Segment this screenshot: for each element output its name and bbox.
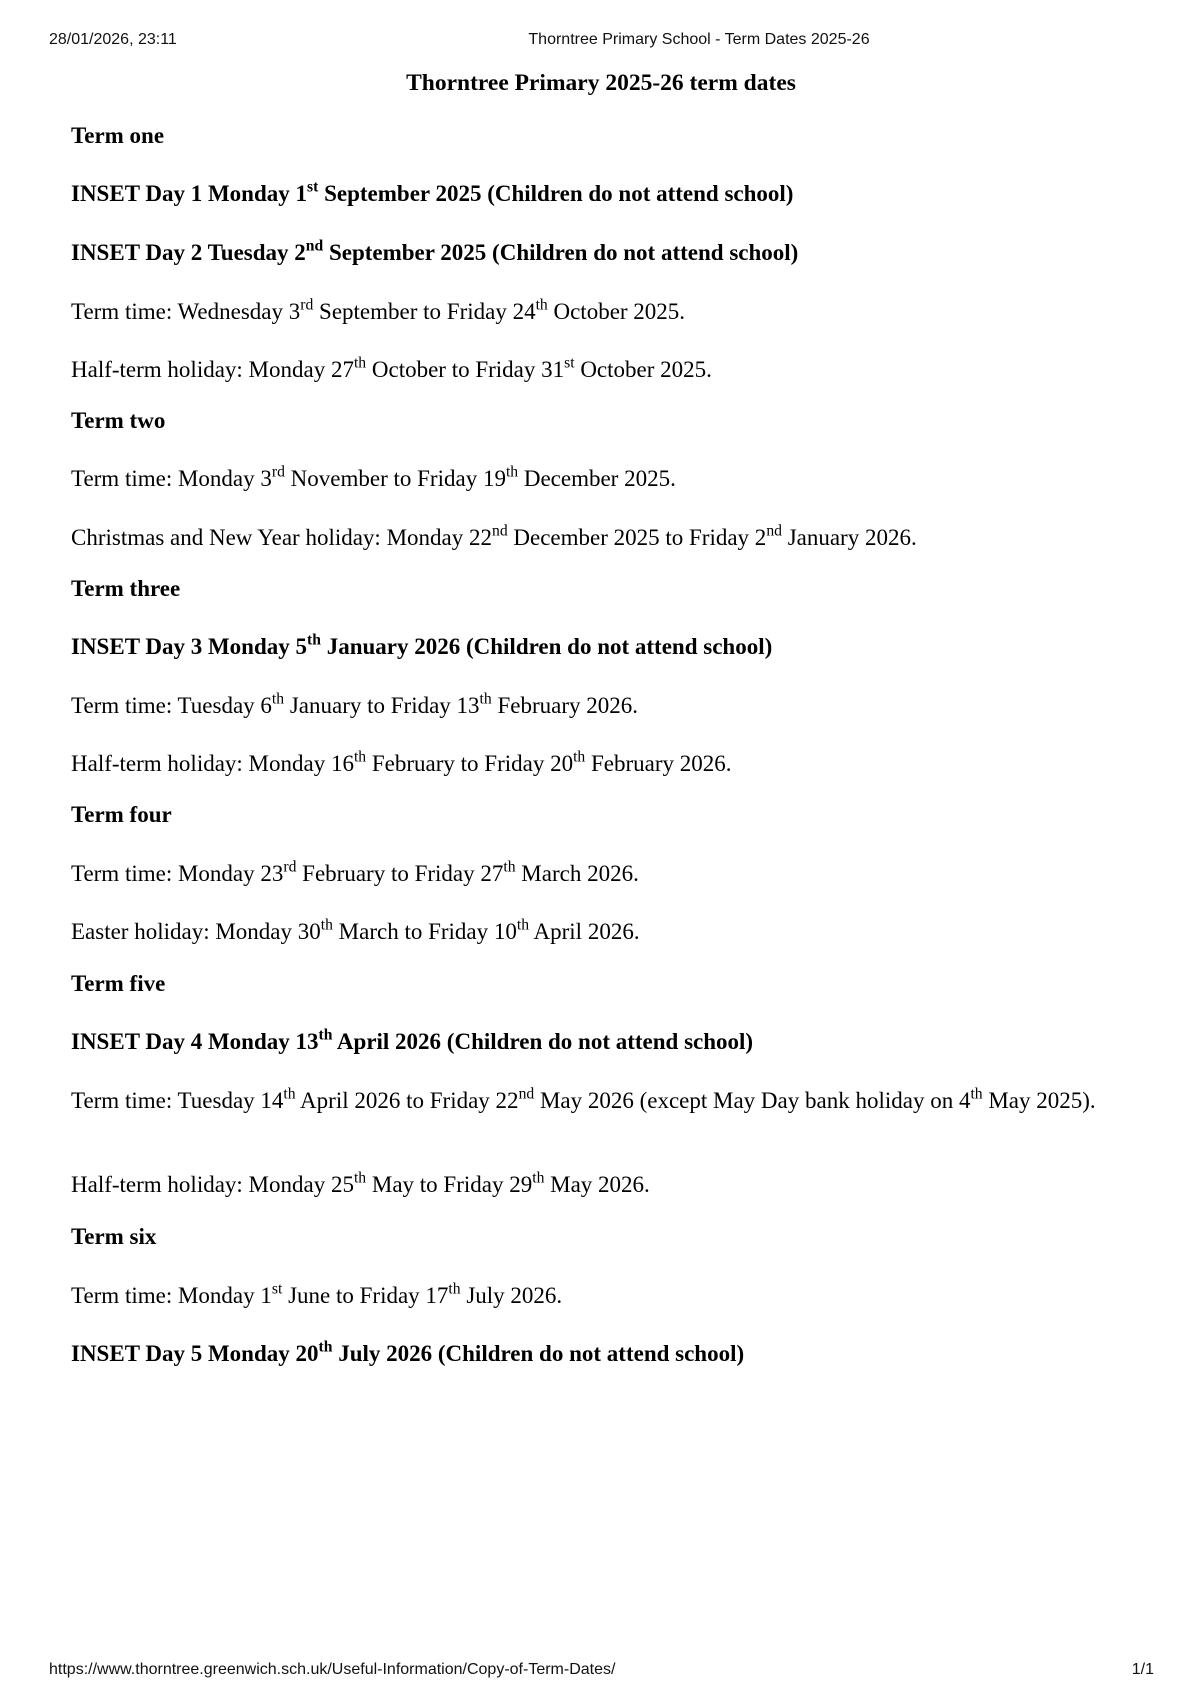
term-one-heading: Term one <box>71 123 165 148</box>
term-three-half-term: Half-term holiday: Monday 16th February to Friday 20th February 2026. <box>71 748 732 776</box>
print-header-datetime: 28/01/2026, 23:11 <box>49 31 177 48</box>
term-three-term-time: Term time: Tuesday 6th January to Friday 13th February 2026. <box>71 690 638 718</box>
term-one-term-time: Term time: Wednesday 3rd September to Friday 24th October 2025. <box>71 296 686 324</box>
term-three-heading: Term three <box>71 576 181 601</box>
inset-day-4: INSET Day 4 Monday 13th April 2026 (Children do not attend school) <box>71 1026 754 1054</box>
inset-day-3: INSET Day 3 Monday 5th January 2026 (Children do not attend school) <box>71 631 773 659</box>
term-five-heading: Term five <box>71 971 166 996</box>
print-footer-page-number: 1/1 <box>1131 1661 1154 1678</box>
term-five-term-time: Term time: Tuesday 14th April 2026 to Friday 22nd May 2026 (except May Day bank holiday on 4th May 2025). <box>71 1085 1096 1113</box>
term-six-heading: Term six <box>71 1224 157 1249</box>
print-header-page-title: Thorntree Primary School - Term Dates 2025-26 <box>528 31 870 48</box>
inset-day-2: INSET Day 2 Tuesday 2nd September 2025 (Children do not attend school) <box>71 237 799 265</box>
page-title: Thorntree Primary 2025-26 term dates <box>406 70 796 96</box>
term-two-term-time: Term time: Monday 3rd November to Friday 19th December 2025. <box>71 463 676 491</box>
term-five-half-term: Half-term holiday: Monday 25th May to Friday 29th May 2026. <box>71 1169 650 1197</box>
term-four-heading: Term four <box>71 802 172 827</box>
print-footer-url: https://www.thorntree.greenwich.sch.uk/Useful-Information/Copy-of-Term-Dates/ <box>49 1661 616 1678</box>
term-four-term-time: Term time: Monday 23rd February to Friday 27th March 2026. <box>71 858 639 886</box>
inset-day-5: INSET Day 5 Monday 20th July 2026 (Children do not attend school) <box>71 1338 745 1366</box>
easter-holiday: Easter holiday: Monday 30th March to Friday 10th April 2026. <box>71 916 640 944</box>
term-one-half-term: Half-term holiday: Monday 27th October to Friday 31st October 2025. <box>71 354 712 382</box>
term-six-term-time: Term time: Monday 1st June to Friday 17th July 2026. <box>71 1280 563 1308</box>
term-two-heading: Term two <box>71 408 166 433</box>
christmas-holiday: Christmas and New Year holiday: Monday 22nd December 2025 to Friday 2nd January 2026. <box>71 522 917 550</box>
inset-day-1: INSET Day 1 Monday 1st September 2025 (Children do not attend school) <box>71 178 794 206</box>
